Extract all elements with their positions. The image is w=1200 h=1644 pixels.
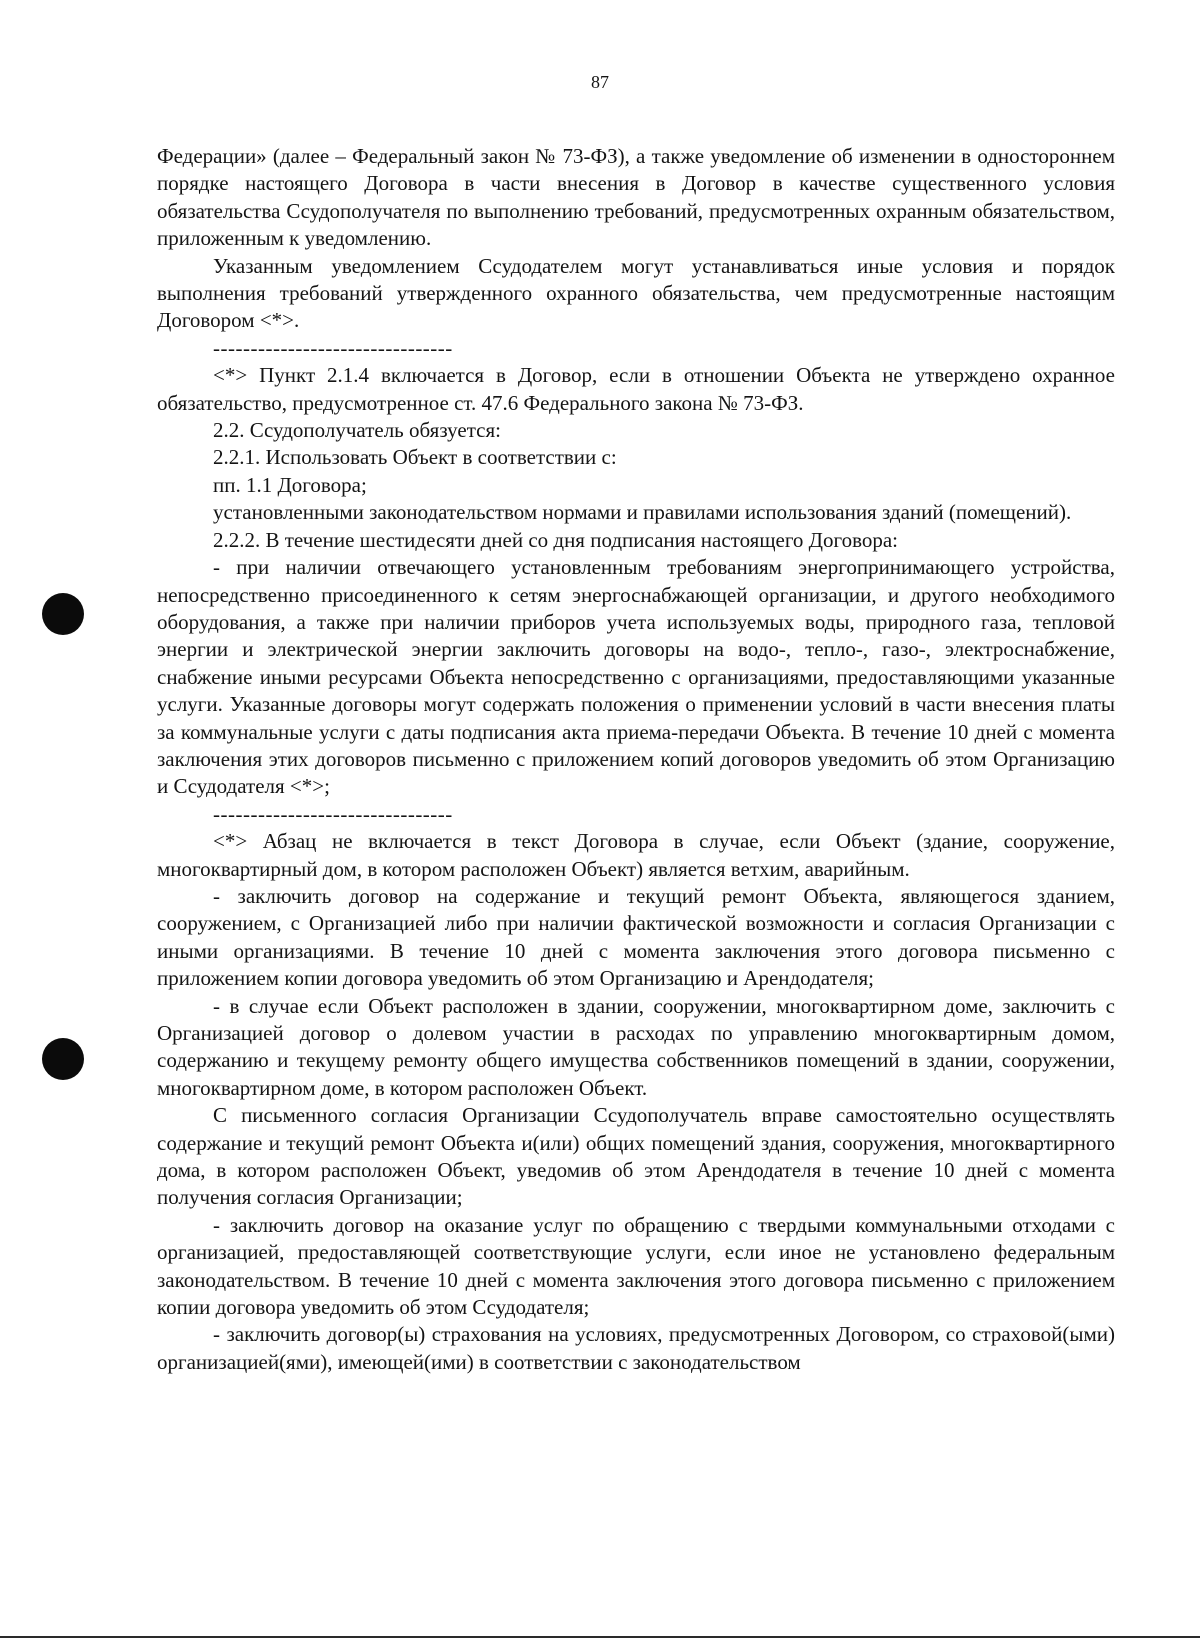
punch-hole [42,593,84,635]
list-item: - заключить договор(ы) страхования на условиях, предусмотренных Договором, со страховой(ыми) организацией(ями), имеющей(ими) в соответствии с законодательством [157,1322,1115,1374]
scan-edge-line [0,1636,1200,1638]
clause-heading: 2.2.2. В течение шестидесяти дней со дня подписания настоящего Договора: [213,527,899,552]
footnote: <*> Абзац не включается в текст Договора в случае, если Объект (здание, сооружение, многоквартирный дом, в котором расположен Объект) является ветхим, аварийным. [157,829,1115,881]
list-item: пп. 1.1 Договора; [213,472,367,497]
list-item: - при наличии отвечающего установленным требованиям энергопринимающего устройства, непосредственно присоединенного к сетям энергоснабжающей организации, и другого необходимого оборудования, а также при наличии приборов учета используемых воды, природного газа, тепловой энергии и электрической энергии заключить договоры на водо-, тепло-, газо-, электроснабжение, снабжение иными ресурсами Объекта непосредственно с организациями, предоставляющими указанные услуги. Указанные договоры могут содержать положения о применении условий в части внесения платы за коммунальные услуги с даты подписания акта приема-передачи Объекта. В течение 10 дней с момента заключения этих договоров письменно с приложением копий договоров уведомить об этом Организацию и Ссудодателя <*>; [157,555,1115,799]
list-item: установленными законодательством нормами и правилами использования зданий (помещений). [213,500,1072,525]
document-body [157,143,1115,1376]
list-item: - заключить договор на содержание и текущий ремонт Объекта, являющегося зданием, сооружением, с Организацией либо при наличии фактической возможности и согласия Организации с иными организациями. В течение 10 дней с момента заключения этого договора письменно с приложением копии договора уведомить об этом Организацию и Арендодателя; [157,883,1115,991]
footnote-separator: -------------------------------- [213,801,453,826]
list-item: - в случае если Объект расположен в здании, сооружении, многоквартирном доме, заключить с Организацией договор о долевом участии в расходах по управлению многоквартирным домом, содержанию и текущему ремонту общего имущества собственников помещений в здании, сооружении, многоквартирном доме, в котором расположен Объект. [157,993,1115,1100]
punch-hole [42,1038,84,1080]
clause-heading: 2.2. Ссудополучатель обязуется: [213,418,501,443]
paragraph: Указанным уведомлением Ссудодателем могут устанавливаться иные условия и порядок выполнения требований утвержденного охранного обязательства, чем предусмотренные настоящим Договором <*>. [157,253,1115,333]
clause-heading: 2.2.1. Использовать Объект в соответствии с: [213,445,617,470]
paragraph: С письменного согласия Организации Ссудополучатель вправе самостоятельно осуществлять содержание и текущий ремонт Объекта и(или) общих помещений здания, сооружения, многоквартирного дома, в котором расположен Объект, уведомив об этом Арендодателя в течение 10 дней с момента получения согласия Организации; [157,1103,1115,1210]
page-number: 87 [591,72,609,92]
footnote-separator: -------------------------------- [213,335,453,360]
paragraph: Федерации» (далее – Федеральный закон № 73-ФЗ), а также уведомление об изменении в одностороннем порядке настоящего Договора в части внесения в Договор в качестве существенного условия обязательства Ссудополучателя по выполнению требований, предусмотренных охранным обязательством, приложенным к уведомлению. [157,144,1115,251]
footnote: <*> Пункт 2.1.4 включается в Договор, если в отношении Объекта не утверждено охранное обязательство, предусмотренное ст. 47.6 Федерального закона № 73-ФЗ. [157,363,1115,415]
list-item: - заключить договор на оказание услуг по обращению с твердыми коммунальными отходами с организацией, предоставляющей соответствующие услуги, если иное не установлено федеральным законодательством. В течение 10 дней с момента заключения этого договора письменно с приложением копии договора уведомить об этом Ссудодателя; [157,1212,1115,1320]
